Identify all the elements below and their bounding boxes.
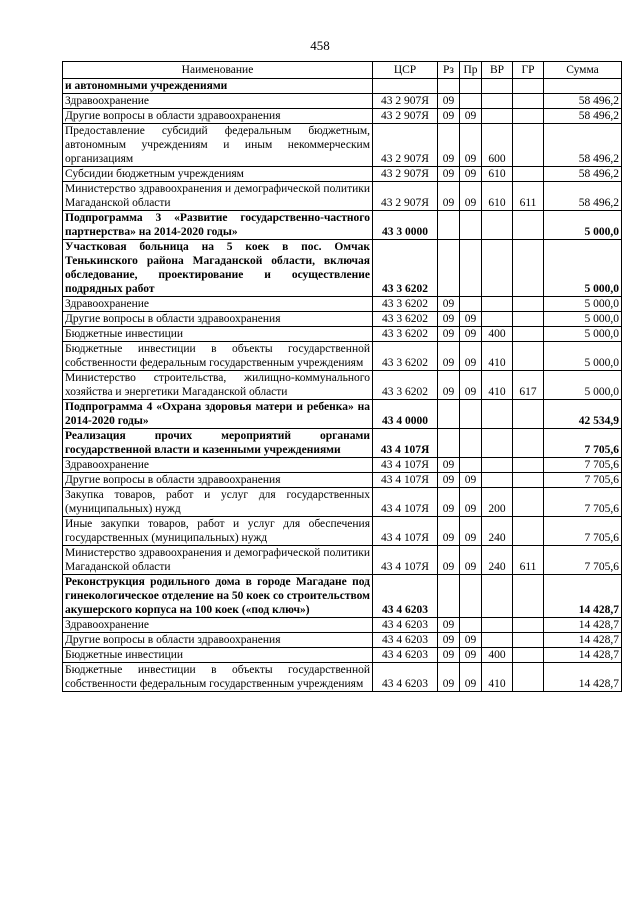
cell-vr [482, 618, 513, 633]
cell-gr [513, 663, 544, 692]
cell-name: Реализация прочих мероприятий органами государственной власти и казенными учреждениями [63, 429, 373, 458]
cell-csr: 43 4 107Я [373, 488, 438, 517]
cell-sum: 14 428,7 [544, 575, 622, 618]
cell-vr [482, 94, 513, 109]
table-row [63, 312, 622, 327]
cell-csr: 43 2 907Я [373, 124, 438, 167]
cell-vr: 240 [482, 517, 513, 546]
cell-sum: 5 000,0 [544, 327, 622, 342]
cell-pr: 09 [460, 488, 482, 517]
table-row [63, 575, 622, 618]
cell-rz: 09 [438, 124, 460, 167]
cell-vr: 400 [482, 648, 513, 663]
cell-rz [438, 429, 460, 458]
cell-pr: 09 [460, 473, 482, 488]
cell-name: Закупка товаров, работ и услуг для государственных (муниципальных) нужд [63, 488, 373, 517]
cell-rz [438, 400, 460, 429]
table-row [63, 327, 622, 342]
cell-rz: 09 [438, 109, 460, 124]
cell-csr: 43 4 6203 [373, 648, 438, 663]
cell-pr [460, 297, 482, 312]
cell-gr: 611 [513, 546, 544, 575]
cell-rz [438, 211, 460, 240]
cell-name: Здравоохранение [63, 458, 373, 473]
cell-pr: 09 [460, 517, 482, 546]
table-row [63, 488, 622, 517]
cell-name: Иные закупки товаров, работ и услуг для обеспечения государственных (муниципальных) нужд [63, 517, 373, 546]
cell-csr: 43 4 107Я [373, 546, 438, 575]
cell-vr [482, 575, 513, 618]
cell-rz: 09 [438, 633, 460, 648]
cell-sum: 58 496,2 [544, 94, 622, 109]
cell-sum: 14 428,7 [544, 633, 622, 648]
cell-pr: 09 [460, 124, 482, 167]
table-row [63, 342, 622, 371]
cell-name: Субсидии бюджетным учреждениям [63, 167, 373, 182]
cell-csr: 43 2 907Я [373, 109, 438, 124]
cell-sum: 58 496,2 [544, 182, 622, 211]
cell-pr: 09 [460, 546, 482, 575]
cell-gr [513, 94, 544, 109]
cell-name: Предоставление субсидий федеральным бюджетным, автономным учреждениям и иным некоммерческим организациям [63, 124, 373, 167]
cell-rz: 09 [438, 371, 460, 400]
cell-name: Другие вопросы в области здравоохранения [63, 312, 373, 327]
cell-csr: 43 4 107Я [373, 517, 438, 546]
cell-name: Министерство здравоохранения и демографической политики Магаданской области [63, 182, 373, 211]
cell-csr: 43 4 6203 [373, 633, 438, 648]
table-row [63, 648, 622, 663]
cell-csr: 43 4 0000 [373, 400, 438, 429]
cell-name: Здравоохранение [63, 94, 373, 109]
cell-name: Бюджетные инвестиции в объекты государственной собственности федеральным государственным учреждениям [63, 663, 373, 692]
table-row [63, 94, 622, 109]
cell-name: Подпрограмма 3 «Развитие государственно-частного партнерства» на 2014-2020 годы» [63, 211, 373, 240]
cell-vr: 200 [482, 488, 513, 517]
cell-gr [513, 109, 544, 124]
cell-name: Министерство строительства, жилищно-коммунального хозяйства и энергетики Магаданской области [63, 371, 373, 400]
cell-gr [513, 575, 544, 618]
cell-csr: 43 4 6203 [373, 575, 438, 618]
cell-rz: 09 [438, 458, 460, 473]
table-row [63, 124, 622, 167]
header-pr: Пр [460, 62, 482, 79]
table-row [63, 618, 622, 633]
cell-name: Бюджетные инвестиции [63, 648, 373, 663]
cell-vr [482, 297, 513, 312]
cell-vr [482, 240, 513, 297]
table-row [63, 400, 622, 429]
page-number: 458 [310, 38, 330, 53]
cell-rz [438, 575, 460, 618]
cell-name: Здравоохранение [63, 297, 373, 312]
table-row [63, 663, 622, 692]
cell-csr: 43 4 107Я [373, 429, 438, 458]
table-header-row [63, 62, 622, 79]
cell-vr: 600 [482, 124, 513, 167]
cell-name: Подпрограмма 4 «Охрана здоровья матери и ребенка» на 2014-2020 годы» [63, 400, 373, 429]
cell-sum: 7 705,6 [544, 517, 622, 546]
cell-name: Другие вопросы в области здравоохранения [63, 633, 373, 648]
cell-pr [460, 240, 482, 297]
cell-pr: 09 [460, 167, 482, 182]
cell-gr [513, 211, 544, 240]
cell-csr: 43 3 6202 [373, 371, 438, 400]
cell-sum: 7 705,6 [544, 488, 622, 517]
cell-csr: 43 2 907Я [373, 167, 438, 182]
header-csr: ЦСР [373, 62, 438, 79]
cell-rz [438, 79, 460, 94]
table-row [63, 182, 622, 211]
cell-pr: 09 [460, 663, 482, 692]
cell-name: и автономными учреждениями [63, 79, 373, 94]
cell-pr: 09 [460, 342, 482, 371]
cell-csr: 43 3 6202 [373, 297, 438, 312]
cell-gr [513, 473, 544, 488]
cell-sum: 5 000,0 [544, 342, 622, 371]
table-row [63, 167, 622, 182]
header-rz: Рз [438, 62, 460, 79]
cell-sum: 42 534,9 [544, 400, 622, 429]
cell-rz: 09 [438, 618, 460, 633]
cell-gr [513, 240, 544, 297]
cell-rz: 09 [438, 327, 460, 342]
cell-pr: 09 [460, 633, 482, 648]
cell-sum: 14 428,7 [544, 648, 622, 663]
cell-vr: 410 [482, 342, 513, 371]
cell-rz: 09 [438, 546, 460, 575]
cell-sum: 7 705,6 [544, 546, 622, 575]
cell-sum: 5 000,0 [544, 211, 622, 240]
cell-rz: 09 [438, 167, 460, 182]
table-row [63, 633, 622, 648]
header-gr: ГР [513, 62, 544, 79]
cell-gr [513, 297, 544, 312]
cell-rz: 09 [438, 182, 460, 211]
cell-vr [482, 473, 513, 488]
cell-sum: 5 000,0 [544, 371, 622, 400]
cell-rz: 09 [438, 312, 460, 327]
cell-rz: 09 [438, 297, 460, 312]
cell-vr: 610 [482, 182, 513, 211]
cell-name: Бюджетные инвестиции [63, 327, 373, 342]
cell-vr [482, 633, 513, 648]
cell-vr: 410 [482, 371, 513, 400]
cell-sum [544, 79, 622, 94]
cell-gr [513, 429, 544, 458]
cell-vr: 410 [482, 663, 513, 692]
cell-pr [460, 429, 482, 458]
cell-vr [482, 211, 513, 240]
cell-csr [373, 79, 438, 94]
table-row [63, 211, 622, 240]
table-row [63, 109, 622, 124]
table-row [63, 371, 622, 400]
cell-pr: 09 [460, 109, 482, 124]
cell-pr: 09 [460, 648, 482, 663]
cell-vr: 240 [482, 546, 513, 575]
cell-vr [482, 79, 513, 94]
cell-vr [482, 458, 513, 473]
cell-rz [438, 240, 460, 297]
cell-pr [460, 400, 482, 429]
cell-name: Другие вопросы в области здравоохранения [63, 109, 373, 124]
cell-gr [513, 633, 544, 648]
cell-gr [513, 342, 544, 371]
cell-rz: 09 [438, 488, 460, 517]
cell-sum: 58 496,2 [544, 109, 622, 124]
cell-gr [513, 312, 544, 327]
cell-gr [513, 400, 544, 429]
header-vr: ВР [482, 62, 513, 79]
cell-sum: 7 705,6 [544, 458, 622, 473]
cell-gr [513, 488, 544, 517]
cell-gr [513, 327, 544, 342]
cell-csr: 43 3 6202 [373, 327, 438, 342]
header-sum: Сумма [544, 62, 622, 79]
cell-pr [460, 618, 482, 633]
header-name: Наименование [63, 62, 373, 79]
cell-csr: 43 3 0000 [373, 211, 438, 240]
cell-pr: 09 [460, 327, 482, 342]
cell-gr [513, 648, 544, 663]
cell-gr: 611 [513, 182, 544, 211]
table-row [63, 517, 622, 546]
cell-rz: 09 [438, 648, 460, 663]
cell-vr [482, 109, 513, 124]
cell-csr: 43 3 6202 [373, 312, 438, 327]
cell-sum: 7 705,6 [544, 429, 622, 458]
table-body [63, 79, 622, 692]
cell-pr [460, 575, 482, 618]
cell-csr: 43 4 6203 [373, 663, 438, 692]
cell-pr: 09 [460, 182, 482, 211]
cell-rz: 09 [438, 473, 460, 488]
cell-pr [460, 458, 482, 473]
cell-vr [482, 312, 513, 327]
cell-name: Другие вопросы в области здравоохранения [63, 473, 373, 488]
cell-csr: 43 3 6202 [373, 342, 438, 371]
cell-gr [513, 167, 544, 182]
cell-pr [460, 79, 482, 94]
cell-vr: 610 [482, 167, 513, 182]
budget-table [62, 61, 622, 692]
cell-sum: 7 705,6 [544, 473, 622, 488]
cell-pr [460, 211, 482, 240]
cell-rz: 09 [438, 342, 460, 371]
cell-gr [513, 517, 544, 546]
table-row [63, 546, 622, 575]
cell-csr: 43 2 907Я [373, 94, 438, 109]
table-row [63, 240, 622, 297]
cell-sum: 14 428,7 [544, 618, 622, 633]
cell-pr: 09 [460, 371, 482, 400]
cell-name: Бюджетные инвестиции в объекты государственной собственности федеральным государственным учреждениям [63, 342, 373, 371]
cell-csr: 43 3 6202 [373, 240, 438, 297]
cell-gr [513, 124, 544, 167]
cell-sum: 14 428,7 [544, 663, 622, 692]
table-row [63, 458, 622, 473]
table-row [63, 79, 622, 94]
cell-sum: 5 000,0 [544, 297, 622, 312]
cell-gr [513, 458, 544, 473]
cell-csr: 43 4 6203 [373, 618, 438, 633]
cell-name: Министерство здравоохранения и демографической политики Магаданской области [63, 546, 373, 575]
cell-sum: 5 000,0 [544, 312, 622, 327]
cell-sum: 5 000,0 [544, 240, 622, 297]
cell-name: Здравоохранение [63, 618, 373, 633]
cell-gr: 617 [513, 371, 544, 400]
cell-pr [460, 94, 482, 109]
cell-name: Участковая больница на 5 коек в пос. Омчак Тенькинского района Магаданской области, включая обследование, проектирование и осуществление подрядных работ [63, 240, 373, 297]
cell-pr: 09 [460, 312, 482, 327]
cell-rz: 09 [438, 517, 460, 546]
table-row [63, 473, 622, 488]
cell-name: Реконструкция родильного дома в городе Магадане под гинекологическое отделение на 50 коек со строительством акушерского корпуса на 100 коек («под ключ») [63, 575, 373, 618]
cell-sum: 58 496,2 [544, 167, 622, 182]
cell-csr: 43 4 107Я [373, 473, 438, 488]
cell-vr [482, 429, 513, 458]
cell-gr [513, 79, 544, 94]
table-row [63, 297, 622, 312]
table-row [63, 429, 622, 458]
cell-csr: 43 4 107Я [373, 458, 438, 473]
cell-vr: 400 [482, 327, 513, 342]
cell-csr: 43 2 907Я [373, 182, 438, 211]
cell-rz: 09 [438, 663, 460, 692]
cell-vr [482, 400, 513, 429]
cell-rz: 09 [438, 94, 460, 109]
cell-gr [513, 618, 544, 633]
cell-sum: 58 496,2 [544, 124, 622, 167]
